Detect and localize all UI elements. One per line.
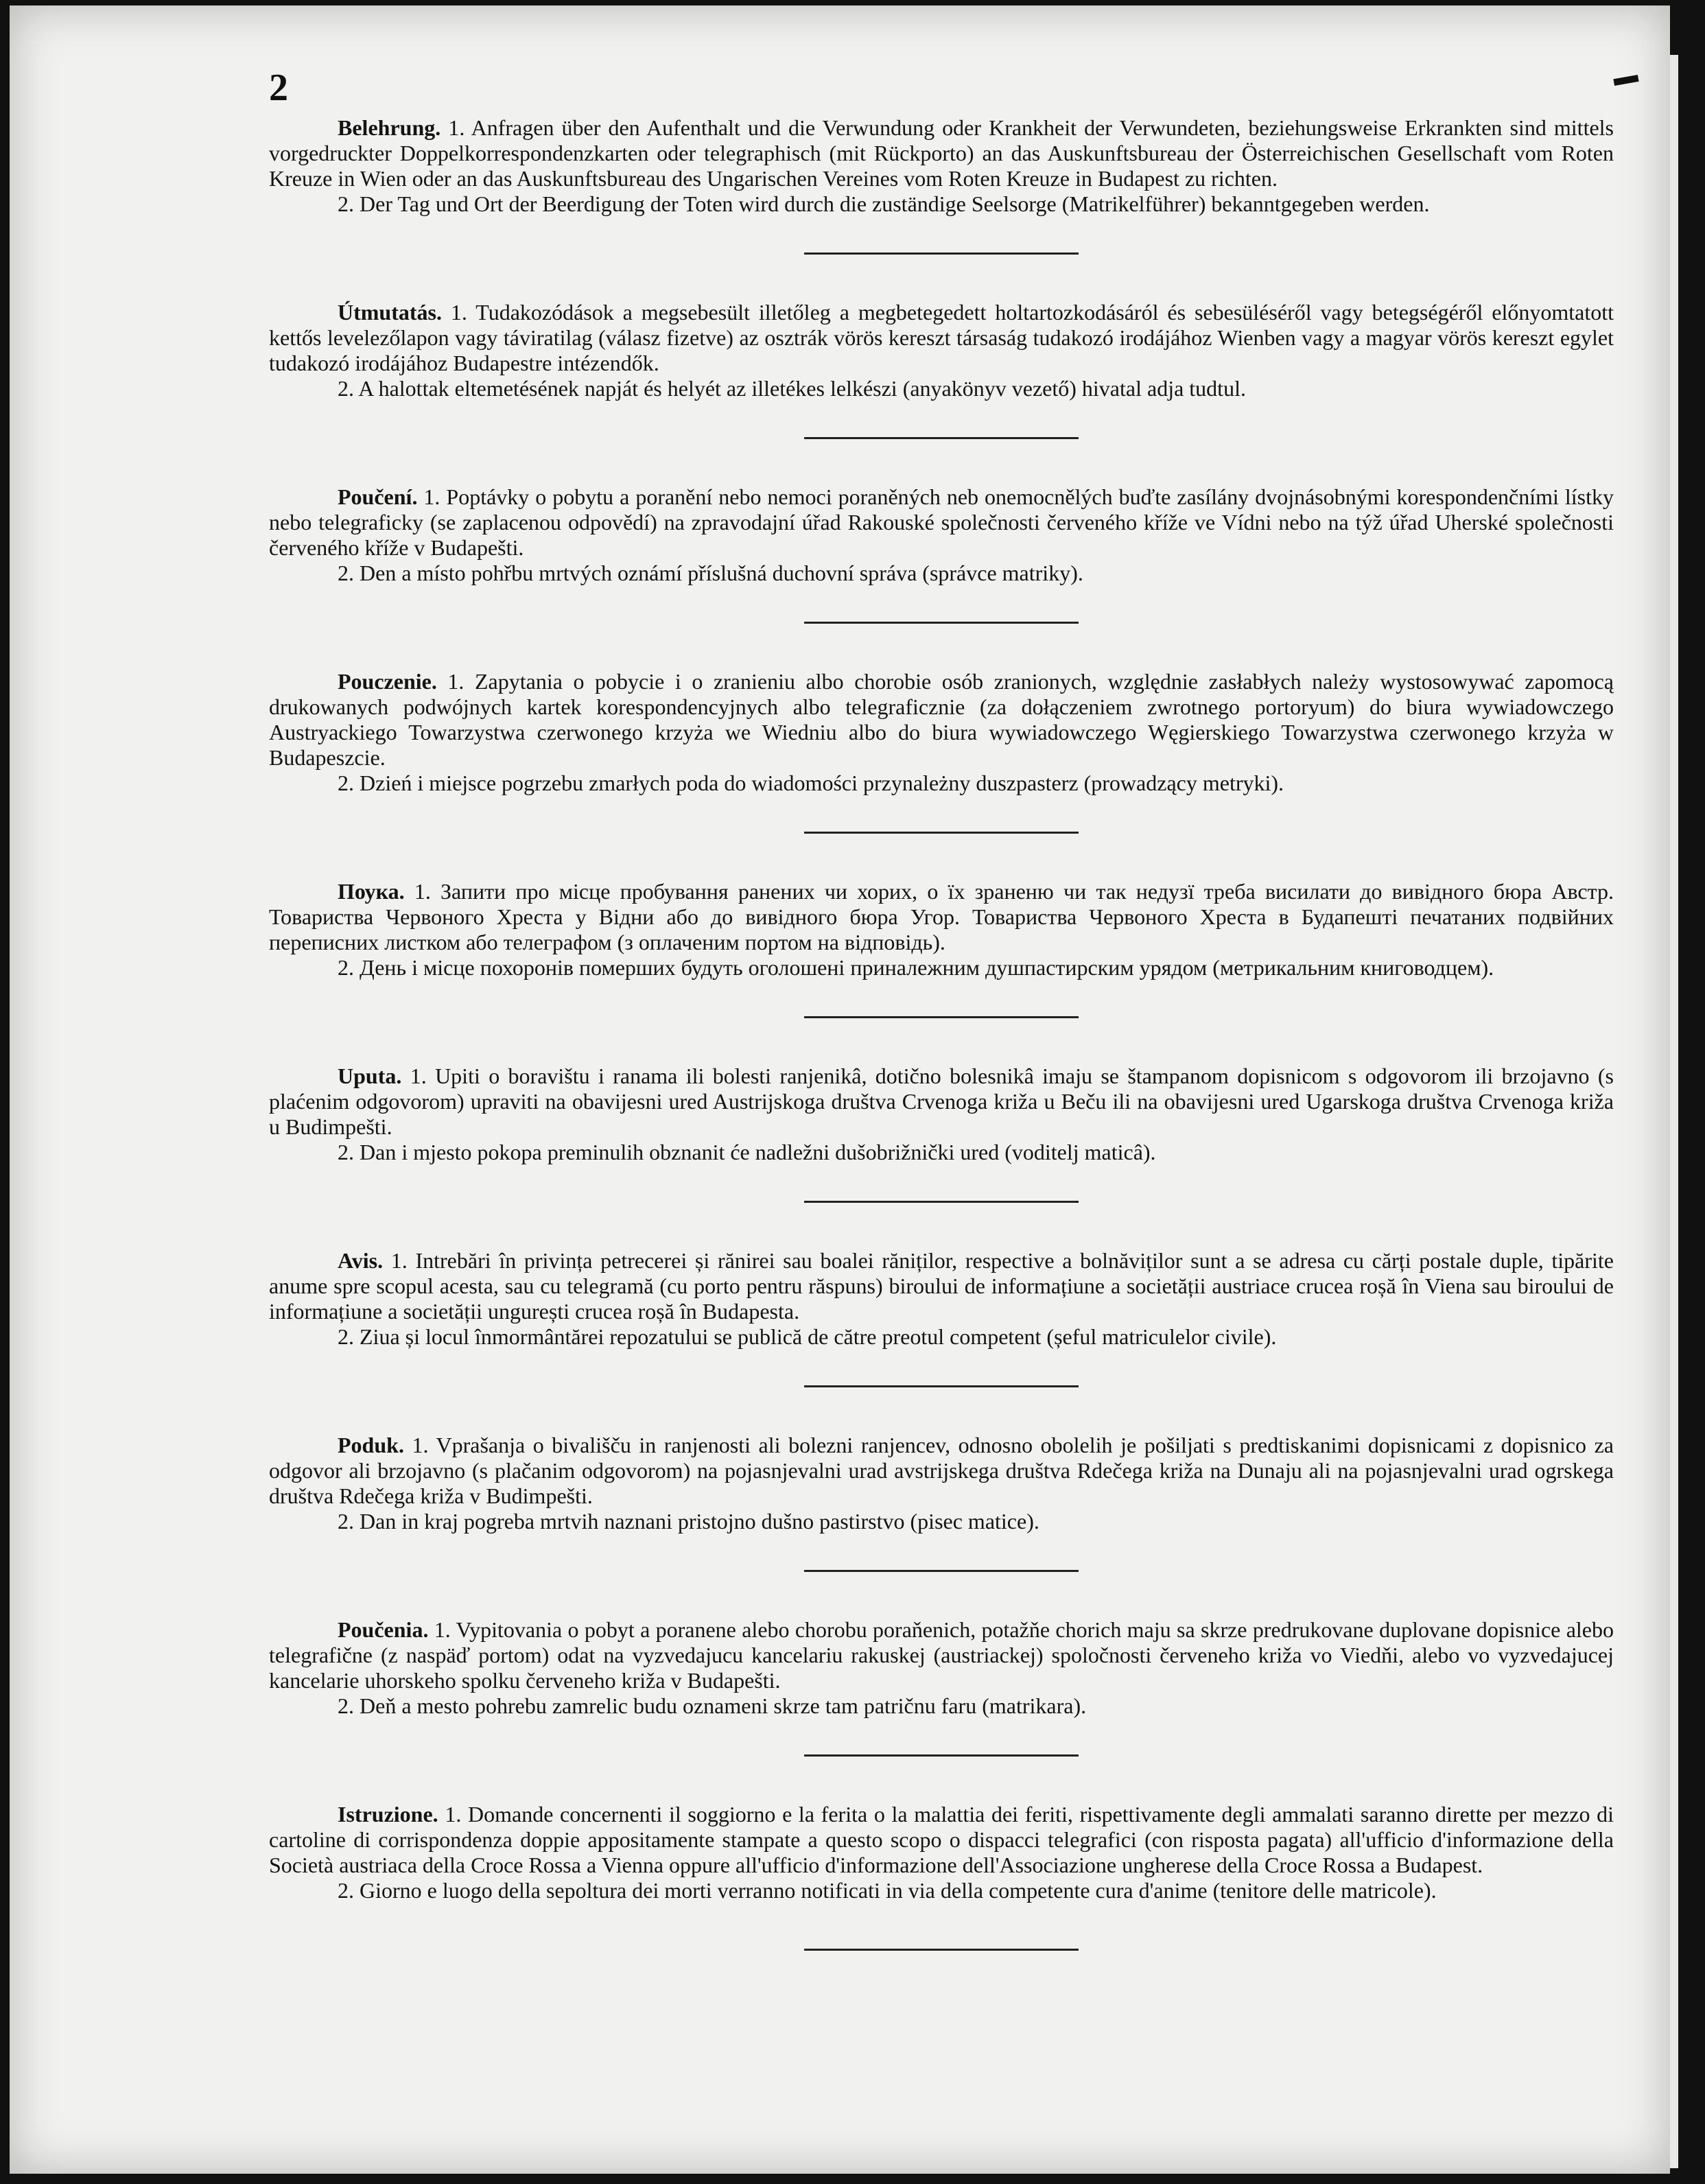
paragraph	[269, 1802, 1614, 1878]
paragraph: 2. Dzień i miejsce pogrzebu zmarłych poda do wiadomości przynależny duszpasterz (prowadzący metryki).	[338, 771, 1284, 795]
section-german	[269, 115, 1614, 217]
section-italian	[269, 1802, 1614, 1903]
page-number: 2	[269, 67, 288, 109]
paragraph: 2. Der Tag und Ort der Beerdigung der Toten wird durch die zuständige Seelsorge (Matrikelführer) bekanntgegeben werden.	[338, 191, 1430, 216]
paragraph: 2. День і місце похоронів померших будуть оголошені приналежним душпастирским урядом (метрикальним книговодцем).	[338, 955, 1494, 980]
section-heading: Uputa.	[338, 1064, 402, 1088]
section-croatian	[269, 1064, 1614, 1165]
paragraph: 2. Deň a mesto pohrebu zamrelic budu oznameni skrze tam patričnu faru (matrikara).	[338, 1693, 1087, 1718]
section-heading: Avis.	[338, 1248, 384, 1273]
paragraph	[269, 300, 1614, 376]
section-heading: Útmutatás.	[338, 300, 442, 325]
instructions-text	[269, 115, 1614, 1951]
section-hungarian	[269, 300, 1614, 401]
section-heading: Poučení.	[338, 484, 418, 509]
divider	[804, 1949, 1079, 1951]
paragraph	[269, 115, 1614, 191]
paragraph: 2. Ziua și locul înmormântărei repozatului se publică de către preotul competent (șeful matriculelor civile).	[338, 1324, 1277, 1349]
paragraph-text: 1. Domande concernenti il soggiorno e la ferita o la malattia dei feriti, rispettivamente degli ammalati saranno dirette per mezzo di cartoline di corrispondenza doppie appositamente stampate a questo scopo o dispacci telegrafici (con risposta pagata) all'ufficio d'informazione della Società austriaca della Croce Rossa a Vienna oppure all'ufficio d'informazione dell'Associazione ungherese della Croce Rossa a Budapest.	[269, 1802, 1614, 1877]
section-heading: Pouczenie.	[338, 669, 437, 694]
section-slovak	[269, 1617, 1614, 1719]
paragraph	[269, 484, 1614, 561]
section-czech	[269, 484, 1614, 586]
paragraph: 2. Dan i mjesto pokopa preminulih obznanit će nadležni dušobrižnički ured (voditelj maticâ).	[338, 1140, 1156, 1164]
paragraph-text: 1. Zapytania o pobycie i o zranieniu albo chorobie osób zranionych, względnie zasłabłych należy wystosowywać zapomocą drukowanych podwójnych kartek korespondencyjnych albo telegraficznie (za dołączeniem zwrotnego portoryum) do biura wywiadowczego Austryackiego Towarzystwa czerwonego krzyża we Wiedniu albo do biura wywiadowczego Węgierskiego Towarzystwa czerwonego krzyża w Budapeszcie.	[269, 669, 1614, 770]
paragraph-text: 1. Anfragen über den Aufenthalt und die Verwundung oder Krankheit der Verwundeten, beziehungsweise Erkrankten sind mittels vorgedruckter Doppelkorrespondenzkarten oder telegraphisch (mit Rückporto) an das Auskunftsbureau der Österreichischen Gesellschaft vom Roten Kreuze in Wien oder an das Auskunftsbureau des Ungarischen Vereines vom Roten Kreuze in Budapest zu richten.	[269, 115, 1614, 191]
paragraph	[269, 1433, 1614, 1509]
section-heading: Belehrung.	[338, 115, 441, 140]
paragraph	[269, 1248, 1614, 1324]
paragraph-text: 1. Poptávky o pobytu a poranění nebo nemoci poraněných neb onemocnělých buďte zasílány dvojnásobnými korespondenčními lístky nebo telegraficky (se zaplacenou odpovědí) na zpravodajní úřad Rakouské společnosti červeného kříže ve Vídni nebo na týž úřad Uherské společnosti červeného kříže v Budapešti.	[269, 484, 1614, 560]
section-heading: Poduk.	[338, 1433, 404, 1457]
paragraph-text: 1. Tudakozódások a megsebesült illetőleg a megbetegedett holtartozkodásáról és sebesüléséről vagy betegségéről előnyomtatott kettős levelezőlapon vagy táviratilag (válasz fizetve) az osztrák vörös kereszt társaság tudakozó irodájához Wienben vagy a magyar vörös kereszt egylet tudakozó irodájához Budapestre intézendők.	[269, 300, 1614, 375]
paragraph-text: 1. Vprašanja o bivališču in ranjenosti ali bolezni ranjencev, odnosno obolelih je pošiljati s predtiskanimi dopisnicami z dopisnico za odgovor ali brzojavno (s plačanim odgovorom) na pojasnjevalni urad avstrijskega društva Rdečega križa na Dunaju ali na pojasnjevalni urad ogrskega društva Rdečega križa v Budimpešti.	[269, 1433, 1614, 1508]
paragraph-text: 1. Запити про місце пробування ранених чи хорих, о їх зраненю чи так недузї треба висилати до вивідного бюра Австр. Товариства Червоного Хреста у Відни або до вивідного бюра Угор. Товариства Червоного Хреста в Будапешті печатаних подвійних переписних листком або телеграфом (з оплаченим портом на відповідь).	[269, 879, 1614, 954]
section-polish	[269, 669, 1614, 796]
section-heading: Poučenia.	[338, 1617, 429, 1642]
paragraph: 2. A halottak eltemetésének napját és helyét az illetékes lelkészi (anyakönyv vezető) hivatal adja tudtul.	[338, 376, 1246, 401]
paragraph	[269, 669, 1614, 771]
section-romanian	[269, 1248, 1614, 1350]
paragraph	[269, 1064, 1614, 1140]
paragraph-text: 1. Vypitovania o pobyt a poranene alebo chorobu poraňenich, potažňe chorich maju sa skrze predrukovane duplovane dopisnice alebo telegrafične (z naspäď portom) odat na vyzvedajucu kancelariu rakuskej (austriackej) spoločnosti červeneho križa vo Viedňi, alebo vo vyzvedajucej kancelarie uhorskeho spolku červeneho križa v Budapešti.	[269, 1617, 1614, 1693]
paragraph-text: 1. Intrebări în privința petrecerei și rănirei sau boalei răniților, respective a bolnăviților sunt a se adresa cu cărți postale duple, tipărite anume spre scopul acesta, sau cu telegramă (cu porto pentru răspuns) biroului de informațiune a societății austriace crucea roșă în Viena sau biroului de informațiune a societății ungurești crucea roșă în Budapesta.	[269, 1248, 1614, 1324]
section-ukrainian	[269, 879, 1614, 981]
paragraph	[269, 879, 1614, 955]
paragraph-text: 1. Upiti o boravištu i ranama ili bolesti ranjenikâ, dotično bolesnikâ imaju se štampanom dopisnicom s odgovorom ili brzojavno (s plaćenim odgovorom) upraviti na obavijesni ured Austrijskoga društva Crvenoga križa u Beču ili na obavijesni ured Ugarskoga društva Crvenoga križa u Budimpešti.	[269, 1064, 1614, 1139]
page-edge	[1670, 55, 1678, 2168]
section-heading: Поука.	[338, 879, 405, 904]
paragraph	[269, 1617, 1614, 1693]
paragraph: 2. Dan in kraj pogreba mrtvih naznani pristojno dušno pastirstvo (pisec matice).	[338, 1509, 1039, 1534]
paragraph: 2. Giorno e luogo della sepoltura dei morti verranno notificati in via della competente cura d'anime (tenitore delle matricole).	[338, 1878, 1437, 1903]
section-slovenian	[269, 1433, 1614, 1534]
paragraph: 2. Den a místo pohřbu mrtvých oznámí příslušná duchovní správa (správce matriky).	[338, 561, 1083, 585]
section-heading: Istruzione.	[338, 1802, 438, 1827]
